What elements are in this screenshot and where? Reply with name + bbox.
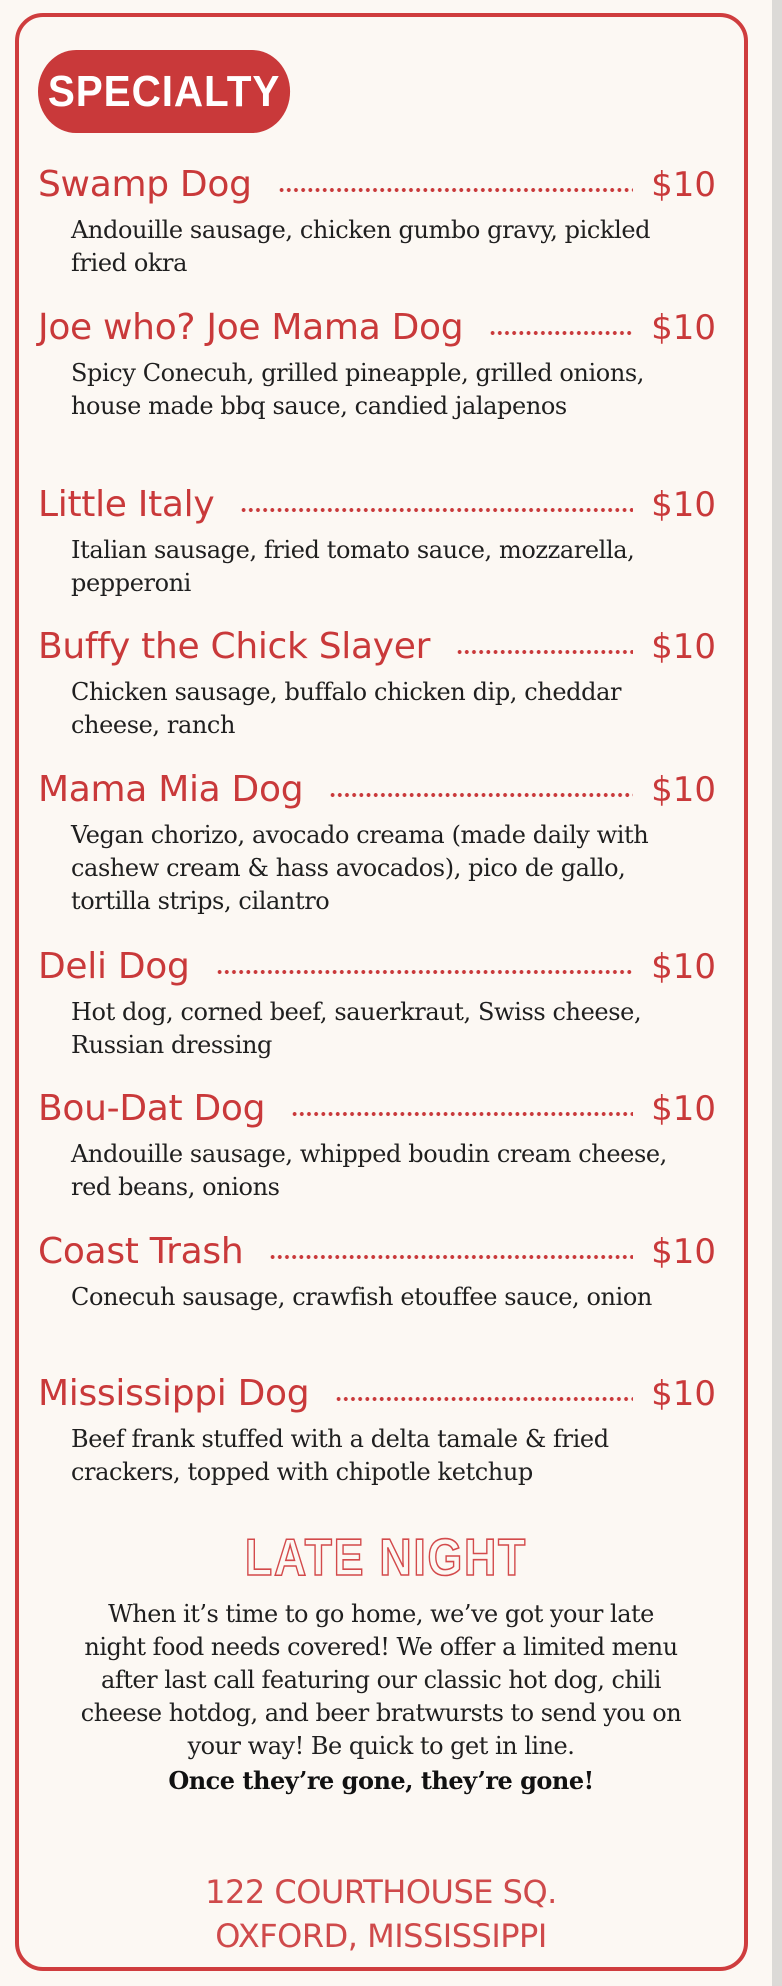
menu-item [38,620,716,742]
item-description: Italian sausage, fried tomato sauce, mozzarella, pepperoni [71,536,635,597]
dot-leader [269,1255,633,1259]
menu-item [38,301,716,423]
menu-item [38,1082,716,1204]
item-description: Conecuh sausage, crawfish etouffee sauce, onion [71,1283,652,1311]
item-price: $10 [651,1374,716,1414]
dot-leader [456,650,633,654]
dot-leader [489,331,633,335]
menu-item [38,940,716,1062]
dot-leader [278,188,633,192]
item-name: Mississippi Dog [38,1373,310,1414]
dot-leader [335,1397,633,1401]
item-name: Buffy the Chick Slayer [38,626,431,667]
item-name: Mama Mia Dog [38,769,304,810]
section-title-badge: SPECIALTY [38,50,290,133]
item-description: Andouille sausage, chicken gumbo gravy, pickled fried okra [71,216,651,277]
address-line-2: OXFORD, MISSISSIPPI [215,1917,547,1955]
item-description: Beef frank stuffed with a delta tamale & fried crackers, topped with chipotle ketchup [71,1425,609,1486]
item-price: $10 [651,770,716,810]
address [0,1870,762,1958]
item-description: Andouille sausage, whipped boudin cream cheese, red beans, onions [71,1140,667,1201]
late-night-text: When it’s time to go home, we’ve got your late night food needs covered! We offer a limited menu after last call featuring our classic hot dog, chili cheese hotdog, and beer bratwursts to send you on your way! Be quick to get in line. [80,1600,682,1760]
dot-leader [216,970,634,974]
item-name: Little Italy [38,484,215,525]
item-description: Vegan chorizo, avocado creama (made daily with cashew cream & hass avocados), pico de gallo, tortilla strips, cilantro [71,821,649,915]
item-price: $10 [651,947,716,987]
page-edge [772,0,782,1986]
menu-item [38,158,716,280]
item-price: $10 [651,485,716,525]
menu-item [38,1225,716,1314]
item-description: Spicy Conecuh, grilled pineapple, grilled onions, house made bbq sauce, candied jalapenos [71,359,645,420]
dot-leader [291,1112,633,1116]
address-line-1: 122 COURTHOUSE SQ. [205,1873,557,1911]
item-price: $10 [651,165,716,205]
dot-leader [329,793,633,797]
dot-leader [240,508,633,512]
menu-item [38,1367,716,1489]
item-price: $10 [651,627,716,667]
item-description: Chicken sausage, buffalo chicken dip, cheddar cheese, ranch [71,678,622,739]
late-night-bold-text: Once they’re gone, they’re gone! [168,1766,594,1795]
item-description: Hot dog, corned beef, sauerkraut, Swiss cheese, Russian dressing [71,998,642,1059]
menu-item [38,478,716,600]
item-name: Deli Dog [38,946,190,987]
item-name: Coast Trash [38,1231,244,1272]
item-price: $10 [651,1232,716,1272]
item-name: Swamp Dog [38,164,252,205]
item-price: $10 [651,308,716,348]
item-price: $10 [651,1089,716,1129]
late-night-title: LATE NIGHT [244,1529,528,1587]
item-name: Joe who? Joe Mama Dog [38,307,464,348]
item-name: Bou-Dat Dog [38,1088,266,1129]
menu-item [38,763,716,918]
